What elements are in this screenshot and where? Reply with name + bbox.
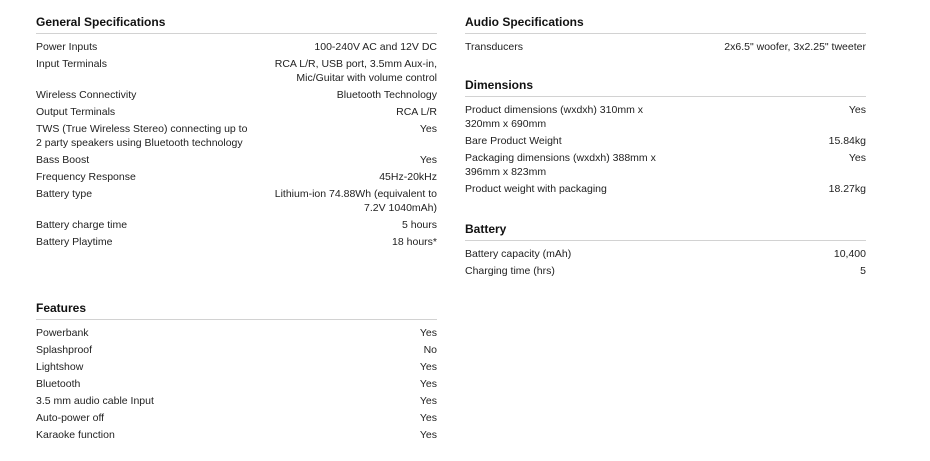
spec-label: Bluetooth (36, 378, 81, 390)
spec-label: Powerbank (36, 327, 89, 339)
spec-label: Input Terminals (36, 58, 108, 70)
spec-value: Yes (419, 395, 437, 407)
spec-row-charging-time (465, 264, 866, 278)
spec-label: Lightshow (36, 361, 84, 373)
feature-row-auto-power-off (36, 411, 437, 425)
spec-value: Yes (419, 154, 437, 166)
spec-label: Battery capacity (mAh) (465, 248, 572, 260)
spec-label-line: 396mm x 823mm (465, 166, 547, 178)
spec-value: Yes (419, 123, 437, 135)
spec-label-line: Product dimensions (wxdxh) 310mm x (465, 104, 643, 116)
spec-value: 18 hours* (392, 236, 437, 248)
spec-value: 45Hz-20kHz (379, 171, 437, 183)
spec-value-line: Lithium-ion 74.88Wh (equivalent to (274, 188, 437, 200)
spec-value: 2x6.5" woofer, 3x2.25" tweeter (724, 41, 866, 53)
spec-label: Battery charge time (36, 219, 128, 231)
feature-row-powerbank (36, 326, 437, 340)
spec-value (275, 57, 437, 85)
spec-label: Frequency Response (36, 171, 136, 183)
spec-label (465, 103, 643, 131)
dimensions-section (465, 78, 866, 199)
spec-label: 3.5 mm audio cable Input (36, 395, 154, 407)
spec-label-line: Packaging dimensions (wxdxh) 388mm x (465, 152, 656, 164)
spec-row-output-terminals (36, 105, 437, 119)
spec-value-line: 7.2V 1040mAh) (364, 202, 437, 214)
spec-row-packaging-dimensions (465, 151, 866, 179)
section-heading: General Specifications (36, 15, 437, 34)
spec-row-transducers (465, 40, 866, 54)
spec-row-battery-playtime (36, 235, 437, 249)
battery-section (465, 222, 866, 281)
section-heading: Audio Specifications (465, 15, 866, 34)
spec-label: Output Terminals (36, 106, 116, 118)
spec-value: Yes (419, 429, 437, 441)
spec-value: Yes (419, 327, 437, 339)
spec-row-bare-product-weight (465, 134, 866, 148)
spec-value: 18.27kg (828, 183, 866, 195)
spec-label: Battery type (36, 188, 93, 200)
spec-label: Splashproof (36, 344, 93, 356)
spec-label: Wireless Connectivity (36, 89, 137, 101)
spec-row-product-weight-packaging (465, 182, 866, 196)
spec-value: Yes (419, 412, 437, 424)
general-specifications-section (36, 15, 437, 252)
spec-label: Bare Product Weight (465, 135, 562, 147)
audio-specifications-section (465, 15, 866, 57)
feature-row-splashproof (36, 343, 437, 357)
spec-row-tws (36, 122, 437, 150)
spec-value: Yes (419, 378, 437, 390)
spec-row-battery-charge-time (36, 218, 437, 232)
feature-row-karaoke (36, 428, 437, 442)
spec-value: RCA L/R (396, 106, 437, 118)
spec-label-line: 320mm x 690mm (465, 118, 547, 130)
spec-label: Auto-power off (36, 412, 105, 424)
spec-row-product-dimensions (465, 103, 866, 131)
section-heading: Dimensions (465, 78, 866, 97)
spec-label: Product weight with packaging (465, 183, 607, 195)
spec-row-input-terminals (36, 57, 437, 85)
spec-value: Yes (848, 104, 866, 116)
spec-value: 10,400 (833, 248, 866, 260)
features-section (36, 301, 437, 445)
spec-value-line: Mic/Guitar with volume control (296, 72, 437, 84)
spec-value: 100-240V AC and 12V DC (314, 41, 437, 53)
spec-row-power-inputs (36, 40, 437, 54)
spec-label: Transducers (465, 41, 523, 53)
section-heading: Features (36, 301, 437, 320)
spec-value: Yes (419, 361, 437, 373)
spec-row-battery-type (36, 187, 437, 215)
spec-value: Bluetooth Technology (336, 89, 437, 101)
spec-label: Power Inputs (36, 41, 98, 53)
feature-row-lightshow (36, 360, 437, 374)
spec-row-battery-capacity (465, 247, 866, 261)
spec-row-bass-boost (36, 153, 437, 167)
feature-row-bluetooth (36, 377, 437, 391)
spec-value: 15.84kg (828, 135, 866, 147)
spec-label: Bass Boost (36, 154, 90, 166)
spec-row-wireless-connectivity (36, 88, 437, 102)
spec-value: No (423, 344, 437, 356)
spec-value (275, 187, 437, 215)
spec-label-line: TWS (True Wireless Stereo) connecting up to (36, 123, 248, 135)
spec-row-frequency-response (36, 170, 437, 184)
spec-value: 5 (860, 265, 866, 277)
spec-label-line: 2 party speakers using Bluetooth technology (36, 137, 243, 149)
spec-label (465, 151, 656, 179)
section-heading: Battery (465, 222, 866, 241)
spec-label: Battery Playtime (36, 236, 113, 248)
spec-value: Yes (848, 152, 866, 164)
spec-label: Karaoke function (36, 429, 115, 441)
spec-value: 5 hours (401, 219, 437, 231)
feature-row-audio-cable-input (36, 394, 437, 408)
spec-label (36, 122, 247, 150)
spec-value-line: RCA L/R, USB port, 3.5mm Aux-in, (274, 58, 437, 70)
spec-label: Charging time (hrs) (465, 265, 555, 277)
